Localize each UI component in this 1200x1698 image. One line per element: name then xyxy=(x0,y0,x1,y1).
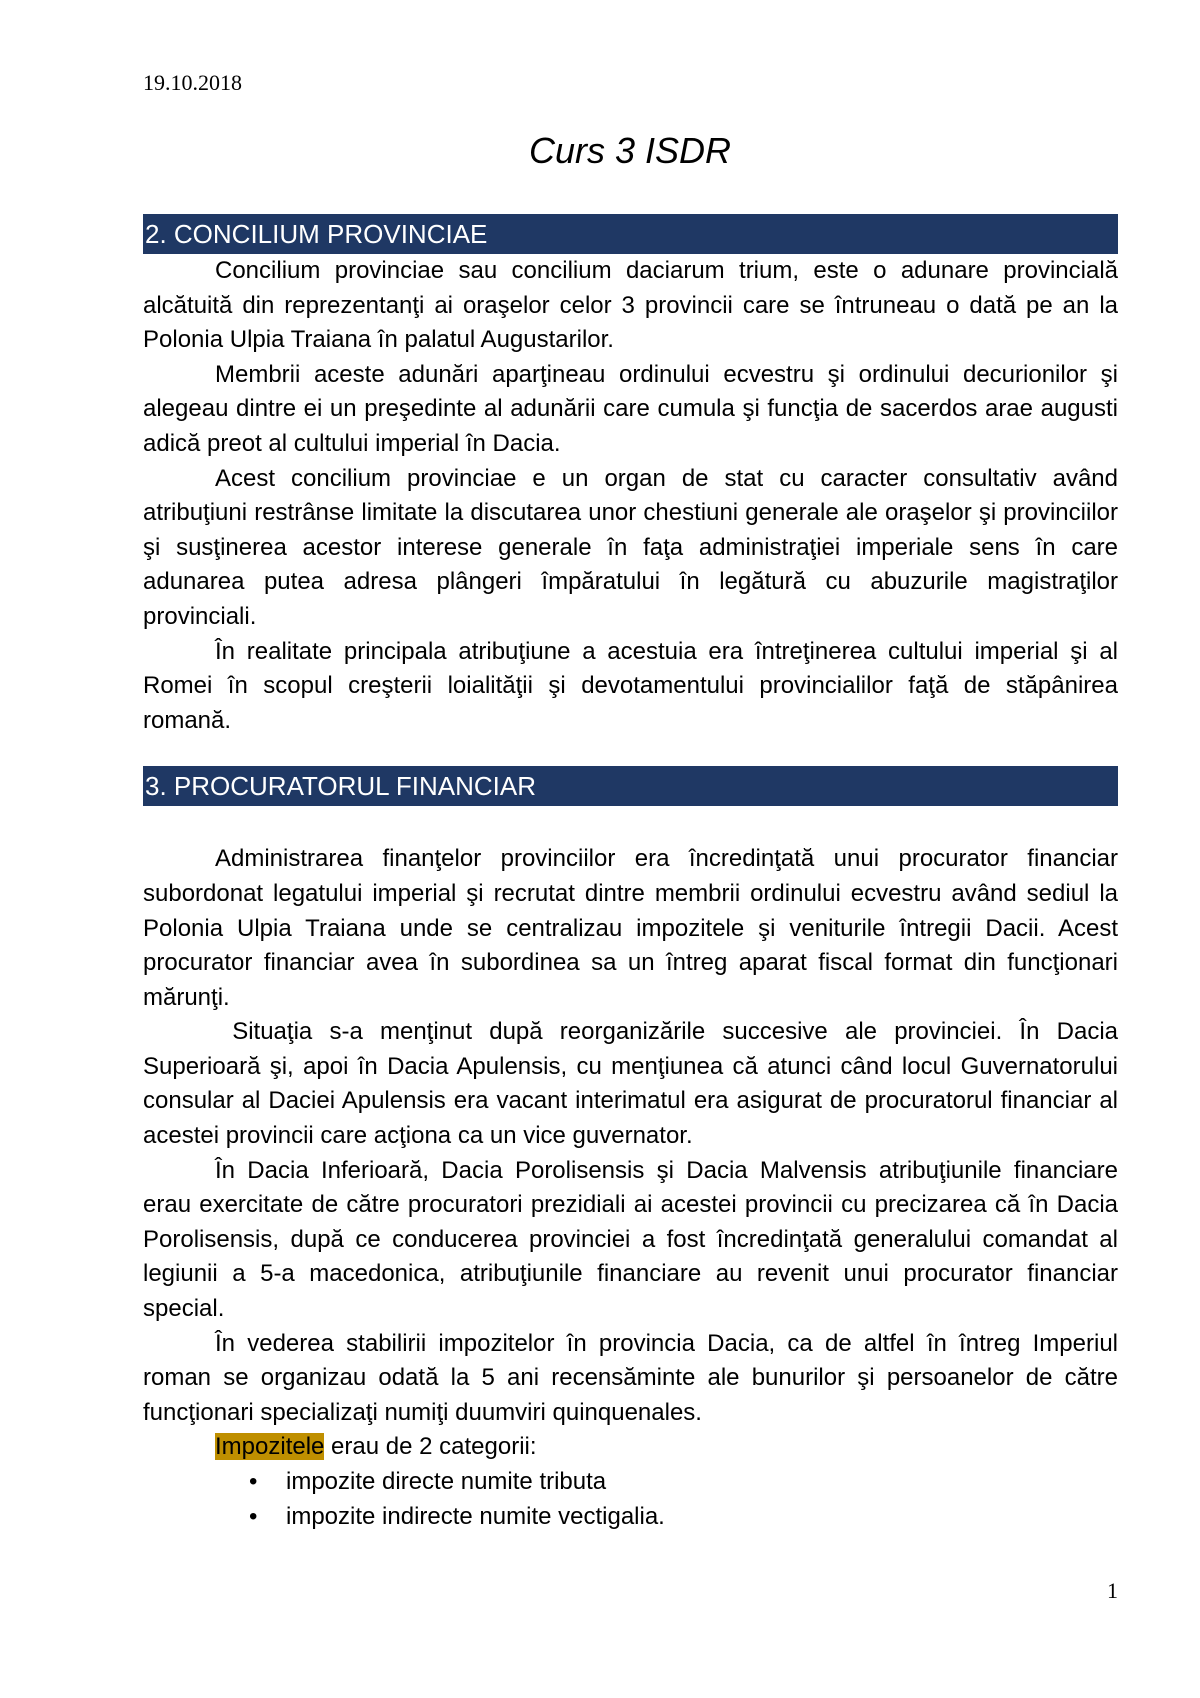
bullet-icon: • xyxy=(249,1468,258,1495)
paragraph: Administrarea finanţelor provinciilor era încredinţată unui procurator financiar subordonat legatului imperial şi recrutat dintre membrii ordinului ecvestru având sediul la Polonia Ulpia Traiana unde se centralizau impozitele şi veniturile întregii Dacii. Acest procurator financiar avea în subordinea sa un întreg aparat fiscal format din funcţionari mărunţi. xyxy=(143,845,1118,1011)
paragraph: Concilium provinciae sau concilium daciarum trium, este o adunare provincială alcătuită din reprezentanţi ai oraşelor celor 3 provincii care se întruneau o dată pe an la Polonia Ulpia Traiana în palatul Augustarilor. xyxy=(143,257,1118,354)
document-title: Curs 3 ISDR xyxy=(528,130,732,171)
taxes-intro-text: erau de 2 categorii: xyxy=(324,1433,537,1461)
section-spacer xyxy=(143,738,1118,766)
section-body-concilium xyxy=(143,254,1118,738)
paragraph: În realitate principala atribuţiune a acestuia era întreţinerea cultului imperial şi al Romei în scopul creşterii loialităţii şi devotamentului provincialilor faţă de stăpânirea romană. xyxy=(143,637,1118,734)
taxes-intro xyxy=(143,1430,1118,1465)
document-content xyxy=(143,214,1125,1534)
paragraph: În vederea stabilirii impozitelor în provincia Dacia, ca de altfel în întreg Imperiul roman se organizau odată la 5 ani recensăminte ale bunurilor şi persoanelor de către funcţionari specializaţi numiţi duumviri quinquenales. xyxy=(143,1329,1118,1426)
section-body-procurator xyxy=(143,842,1125,1465)
document-date: 19.10.2018 xyxy=(143,70,242,95)
list-item xyxy=(143,1500,1118,1535)
list-item-text: impozite directe numite tributa xyxy=(286,1468,607,1495)
section-heading-concilium: 2. CONCILIUM PROVINCIAE xyxy=(143,214,1118,254)
bullet-icon: • xyxy=(249,1502,258,1530)
tax-categories-list xyxy=(143,1465,1118,1534)
list-item-text: impozite indirecte numite vectigalia. xyxy=(286,1502,665,1530)
section-spacer xyxy=(143,806,1118,842)
section-heading-procurator: 3. PROCURATORUL FINANCIAR xyxy=(143,766,1118,806)
list-item xyxy=(143,1465,1118,1500)
page-number: 1 xyxy=(1107,1578,1118,1603)
highlighted-term: Impozitele xyxy=(215,1433,325,1461)
paragraph: Situaţia s-a menţinut după reorganizările succesive ale provinciei. În Dacia Superioară şi, apoi în Dacia Apulensis, cu menţiunea că atunci când locul Guvernatorului consular al Daciei Apulensis era vacant interimatul era asigurat de procuratorul financiar al acestei provincii care acţiona ca un vice guvernator. xyxy=(143,1018,1125,1150)
paragraph: În Dacia Inferioară, Dacia Porolisensis şi Dacia Malvensis atribuţiunile financiare erau exercitate de către procuratori prezidiali ai acestei provincii cu precizarea că în Dacia Porolisensis, după ce conducerea provinciei a fost încredinţată generalului comandat al legiunii a 5-a macedonica, atribuţiunile financiare au revenit unui procurator financiar special. xyxy=(143,1156,1118,1323)
paragraph: Acest concilium provinciae e un organ de stat cu caracter consultativ având atribuţiuni restrânse limitate la discutarea unor chestiuni generale ale oraşelor şi provinciilor şi susţinerea acestor interese generale în faţa administraţiei imperiale sens în care adunarea putea adresa plângeri împăratului în legătură cu abuzurile magistraţilor provinciali. xyxy=(143,464,1118,630)
paragraph: Membrii aceste adunări aparţineau ordinului ecvestru şi ordinului decurionilor şi alegeau dintre ei un preşedinte al adunării care cumula şi funcţia de sacerdos arae augusti adică preot al cultului imperial în Dacia. xyxy=(143,360,1118,457)
